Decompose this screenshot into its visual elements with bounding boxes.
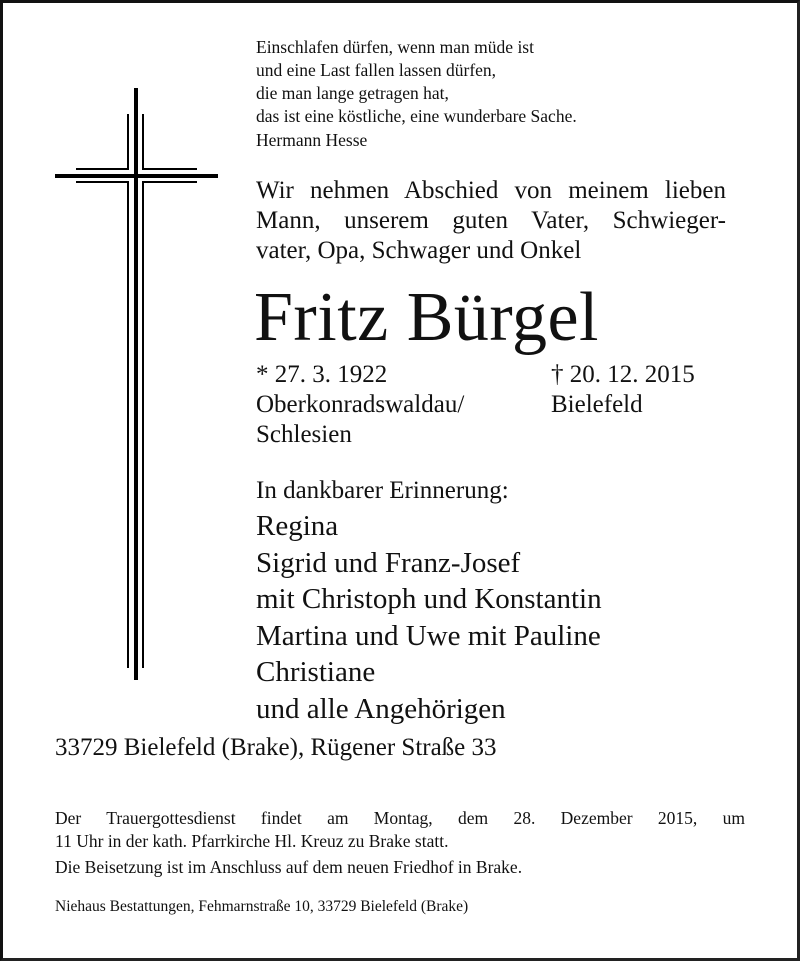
mourner-name: mit Christoph und Konstantin xyxy=(256,583,602,615)
family-address: 33729 Bielefeld (Brake), Rügener Straße 33 xyxy=(55,734,497,761)
poem-line: die man lange getragen hat, xyxy=(256,83,449,103)
poem-line: das ist eine köstliche, eine wunderbare Sache. xyxy=(256,106,577,126)
birth-date: * 27. 3. 1922 xyxy=(256,361,388,388)
deceased-name: Fritz Bürgel xyxy=(254,279,599,356)
cross-outline xyxy=(142,181,144,668)
mourner-name: Sigrid und Franz-Josef xyxy=(256,546,521,579)
death-place: Bielefeld xyxy=(551,391,643,418)
farewell-intro xyxy=(256,176,726,266)
service-line: 11 Uhr in der kath. Pfarrkirche Hl. Kreuz zu Brake statt. xyxy=(55,831,449,851)
mourner-name: Martina und Uwe mit Pauline xyxy=(256,619,601,652)
death-date: † 20. 12. 2015 xyxy=(551,361,695,388)
cross-outline xyxy=(76,168,129,170)
poem-quote xyxy=(256,36,577,152)
service-info xyxy=(55,807,745,879)
poem-author: Hermann Hesse xyxy=(256,130,368,150)
burial-line: Die Beisetzung ist im Anschluss auf dem neuen Friedhof in Brake. xyxy=(55,857,523,877)
cross-outline xyxy=(142,114,144,169)
cross-outline xyxy=(142,168,197,170)
cross-outline xyxy=(127,114,129,169)
poem-line: Einschlafen dürfen, wenn man müde ist xyxy=(256,37,534,57)
mourners-heading: In dankbarer Erinnerung: xyxy=(256,477,509,504)
intro-line: Mann, unserem guten Vater, Schwieger- xyxy=(256,207,726,234)
service-line: Der Trauergottesdienst findet am Montag, dem 28. Dezember 2015, um xyxy=(55,808,745,828)
birth-info xyxy=(256,360,464,450)
undertaker-info: Niehaus Bestattungen, Fehmarnstraße 10, 33729 Bielefeld (Brake) xyxy=(55,898,469,915)
birth-place: Oberkonradswaldau/ xyxy=(256,391,465,418)
cross-horizontal-bar xyxy=(55,174,218,178)
death-info xyxy=(551,360,695,420)
cross-outline xyxy=(142,181,197,183)
cross-outline xyxy=(76,181,129,183)
intro-line: Wir nehmen Abschied von meinem lieben xyxy=(256,177,726,204)
birth-region: Schlesien xyxy=(256,421,352,448)
mourners-list xyxy=(256,508,602,727)
mourner-name: Christiane xyxy=(256,656,376,688)
cross-outline xyxy=(127,181,129,668)
mourner-name: Regina xyxy=(256,510,339,542)
intro-line: vater, Opa, Schwager und Onkel xyxy=(256,237,582,264)
poem-line: und eine Last fallen lassen dürfen, xyxy=(256,60,497,80)
mourner-name: und alle Angehörigen xyxy=(256,692,506,725)
